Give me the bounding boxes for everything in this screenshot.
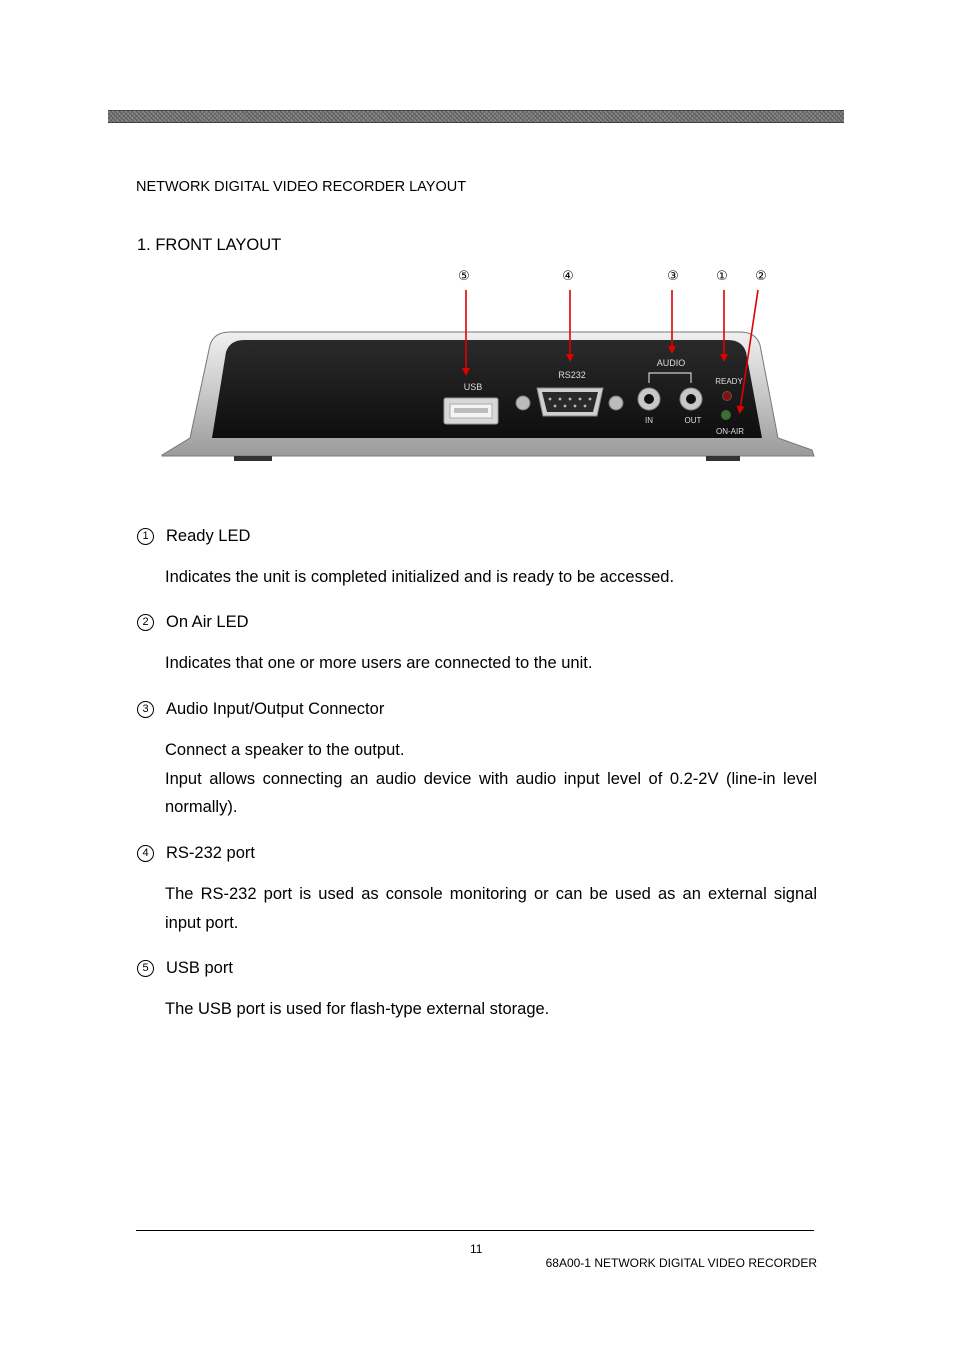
usb-port: [444, 398, 498, 424]
footer-rule: [136, 1230, 814, 1231]
front-layout-figure: [150, 260, 830, 475]
header-hatch-bar: [108, 110, 844, 123]
item-description: [165, 995, 817, 1024]
item-description: [165, 736, 817, 822]
item-title: Audio Input/Output Connector: [166, 700, 385, 718]
item-number: 5: [137, 960, 154, 977]
item-title: Ready LED: [166, 527, 251, 545]
callout-1: ①: [716, 269, 728, 284]
item-description: [165, 563, 817, 592]
item-rs232-port: [137, 844, 255, 863]
page-number: 11: [470, 1242, 483, 1256]
section-title: 1. FRONT LAYOUT: [137, 236, 282, 254]
audio-in-jack: [638, 388, 660, 410]
ready-label: READY: [715, 377, 743, 386]
desc-line: Input allows connecting an audio device with audio input level of 0.2-2V (line-in level normally).: [165, 769, 817, 816]
ready-led: [723, 392, 732, 401]
item-title: On Air LED: [166, 613, 249, 631]
audio-out-label: OUT: [684, 416, 702, 425]
item-ready-led: [137, 527, 250, 546]
audio-out-jack: [680, 388, 702, 410]
item-description: [165, 880, 817, 937]
callout-5: ⑤: [458, 269, 470, 284]
desc-line: The USB port is used for flash-type external storage.: [165, 1000, 550, 1018]
item-description: [165, 649, 817, 678]
desc-line: The RS-232 port is used as console monitoring or can be used as an external signal input port.: [165, 885, 817, 932]
item-number: 3: [137, 701, 154, 718]
callout-3: ③: [667, 269, 679, 284]
audio-in-label: IN: [645, 416, 653, 425]
desc-line: Indicates that one or more users are connected to the unit.: [165, 654, 593, 672]
item-number: 4: [137, 845, 154, 862]
audio-label: AUDIO: [656, 358, 686, 368]
rs232-label: RS232: [558, 370, 586, 380]
item-on-air-led: [137, 613, 249, 632]
usb-label: USB: [463, 382, 483, 392]
device-front-panel: [162, 332, 814, 461]
item-number: 1: [137, 528, 154, 545]
desc-line: Connect a speaker to the output.: [165, 741, 405, 759]
item-title: RS-232 port: [166, 844, 255, 862]
on-air-led: [722, 411, 731, 420]
callout-2: ②: [755, 269, 767, 284]
callout-4: ④: [562, 269, 574, 284]
on-air-label: ON-AIR: [716, 427, 744, 436]
document-title: NETWORK DIGITAL VIDEO RECORDER LAYOUT: [136, 179, 467, 195]
item-audio-connector: [137, 700, 384, 719]
desc-line: Indicates the unit is completed initialized and is ready to be accessed.: [165, 568, 675, 586]
footer-document-name: 68A00-1 NETWORK DIGITAL VIDEO RECORDER: [545, 1256, 817, 1270]
item-usb-port: [137, 959, 233, 978]
item-number: 2: [137, 614, 154, 631]
item-title: USB port: [166, 959, 233, 977]
